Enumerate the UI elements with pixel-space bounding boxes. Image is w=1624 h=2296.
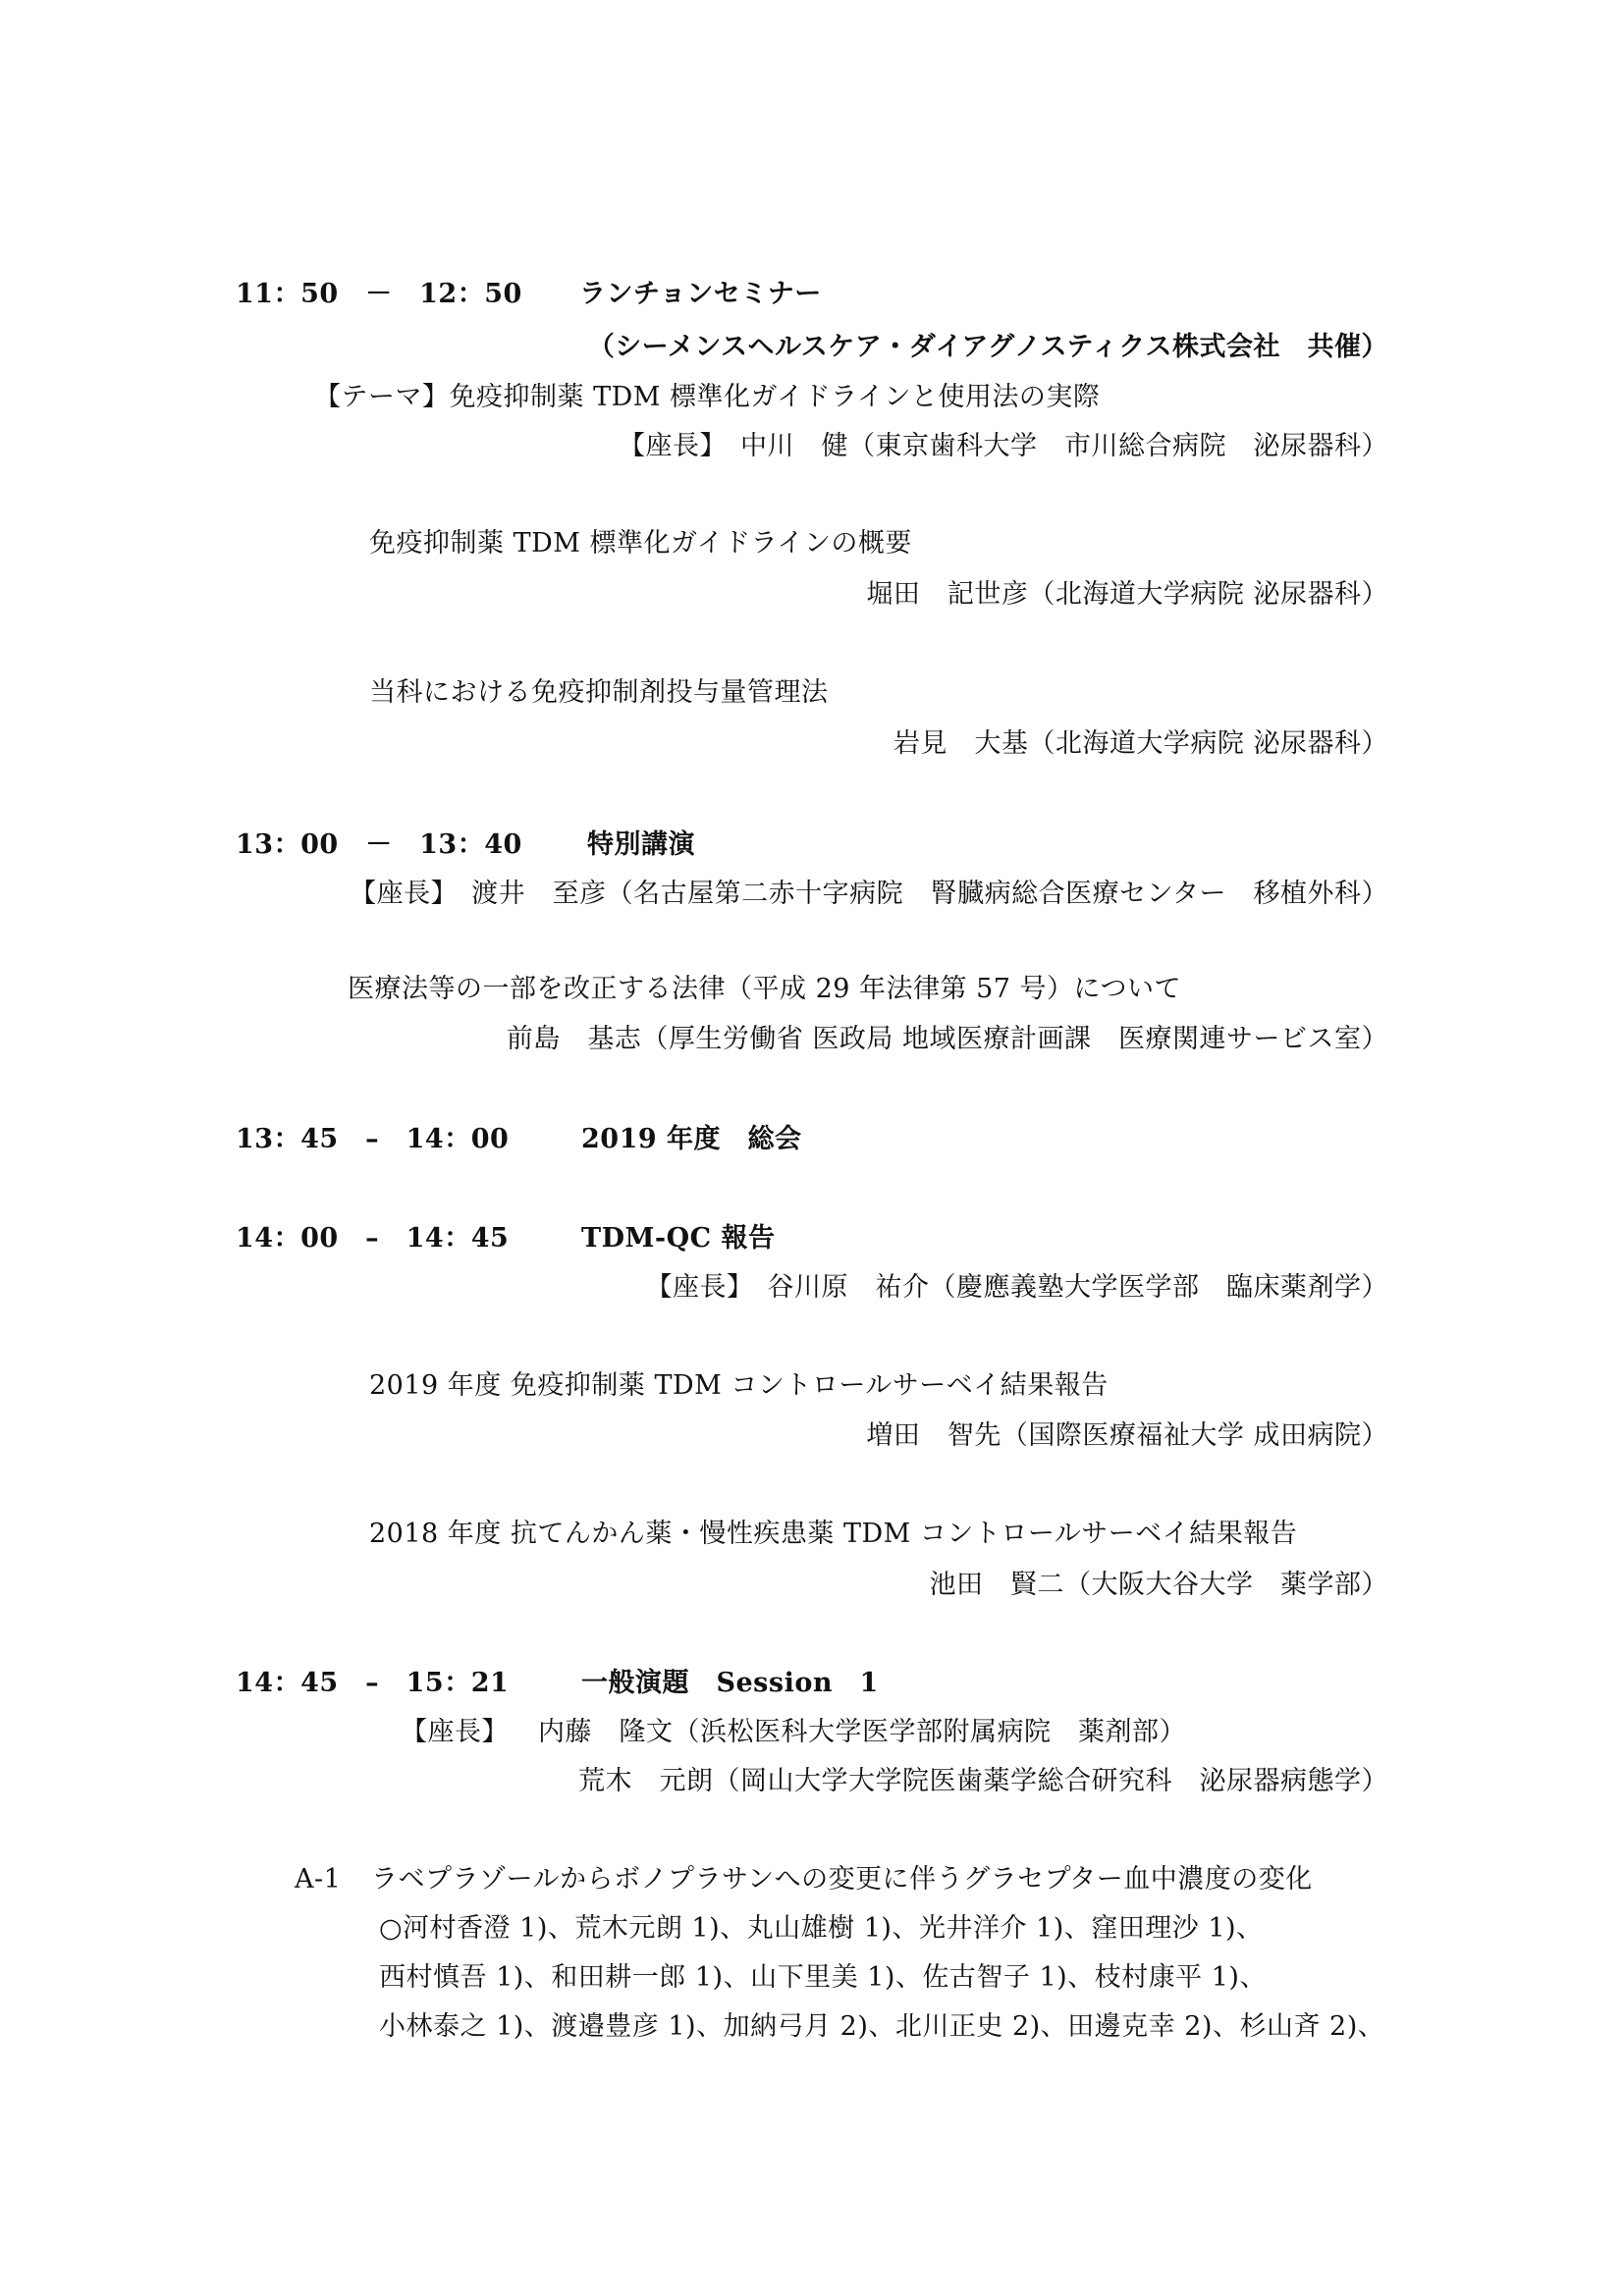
session-time: 13：00 － 13：40 xyxy=(236,829,522,860)
talk-title: 2019 年度 免疫抑制薬 TDM コントロールサーベイ結果報告 xyxy=(369,1370,1109,1401)
talk-title: 免疫抑制薬 TDM 標準化ガイドラインの概要 xyxy=(369,528,912,559)
session-title: 一般演題 Session 1 xyxy=(581,1668,879,1698)
session-title: 特別講演 xyxy=(587,829,695,860)
session-chair-label: 【座長】 xyxy=(401,1717,509,1747)
session-chair: 【座長】 谷川原 祐介（慶應義塾大学医学部 臨床薬剤学） xyxy=(645,1272,1388,1303)
session-time: 13：45 – 14：00 xyxy=(236,1124,510,1154)
session-title: TDM-QC 報告 xyxy=(581,1223,776,1254)
abstract-authors: ○河村香澄 1)、荒木元朗 1)、丸山雄樹 1)、光井洋介 1)、窪田理沙 1)、 xyxy=(379,1913,1264,1944)
talk-title: 医療法等の一部を改正する法律（平成 29 年法律第 57 号）について xyxy=(348,974,1182,1004)
talk-speaker: 堀田 記世彦（北海道大学病院 泌尿器科） xyxy=(866,579,1388,610)
session-theme: 【テーマ】免疫抑制薬 TDM 標準化ガイドラインと使用法の実際 xyxy=(314,382,1101,412)
talk-speaker: 池田 賢二（大阪大谷大学 薬学部） xyxy=(929,1570,1388,1600)
abstract-authors: 西村慎吾 1)、和田耕一郎 1)、山下里美 1)、佐古智子 1)、枝村康平 1)、 xyxy=(379,1962,1267,1993)
session-title: 2019 年度 総会 xyxy=(581,1124,802,1154)
session-chair: 荒木 元朗（岡山大学大学院医歯薬学総合研究科 泌尿器病態学） xyxy=(578,1766,1388,1796)
abstract-authors: 小林泰之 1)、渡邉豊彦 1)、加納弓月 2)、北川正史 2)、田邊克幸 2)、杉山斉 2)、 xyxy=(379,2011,1385,2042)
session-sponsor: （シーメンスヘルスケア・ダイアグノスティクス株式会社 共催） xyxy=(587,332,1388,362)
talk-speaker: 増田 智先（国際医療福祉大学 成田病院） xyxy=(866,1420,1388,1451)
session-chair: 【座長】 渡井 至彦（名古屋第二赤十字病院 腎臓病総合医療センター 移植外科） xyxy=(350,879,1388,909)
session-time: 14：45 – 15：21 xyxy=(236,1668,510,1698)
session-chair: 【座長】 中川 健（東京歯科大学 市川総合病院 泌尿器科） xyxy=(619,431,1388,461)
session-title: ランチョンセミナー xyxy=(579,279,822,309)
talk-speaker: 岩見 大基（北海道大学病院 泌尿器科） xyxy=(893,728,1388,759)
talk-speaker: 前島 基志（厚生労働省 医政局 地域医療計画課 医療関連サービス室） xyxy=(506,1024,1388,1054)
abstract-id: A-1 xyxy=(295,1864,342,1895)
session-chair: 内藤 隆文（浜松医科大学医学部附属病院 薬剤部） xyxy=(538,1717,1186,1747)
talk-title: 2018 年度 抗てんかん薬・慢性疾患薬 TDM コントロールサーベイ結果報告 xyxy=(369,1519,1298,1549)
session-time: 14：00 – 14：45 xyxy=(236,1223,510,1254)
abstract-title: ラベプラゾールからボノプラサンへの変更に伴うグラセプター血中濃度の変化 xyxy=(371,1864,1313,1895)
session-time: 11：50 － 12：50 xyxy=(236,279,522,309)
talk-title: 当科における免疫抑制剤投与量管理法 xyxy=(369,677,829,708)
